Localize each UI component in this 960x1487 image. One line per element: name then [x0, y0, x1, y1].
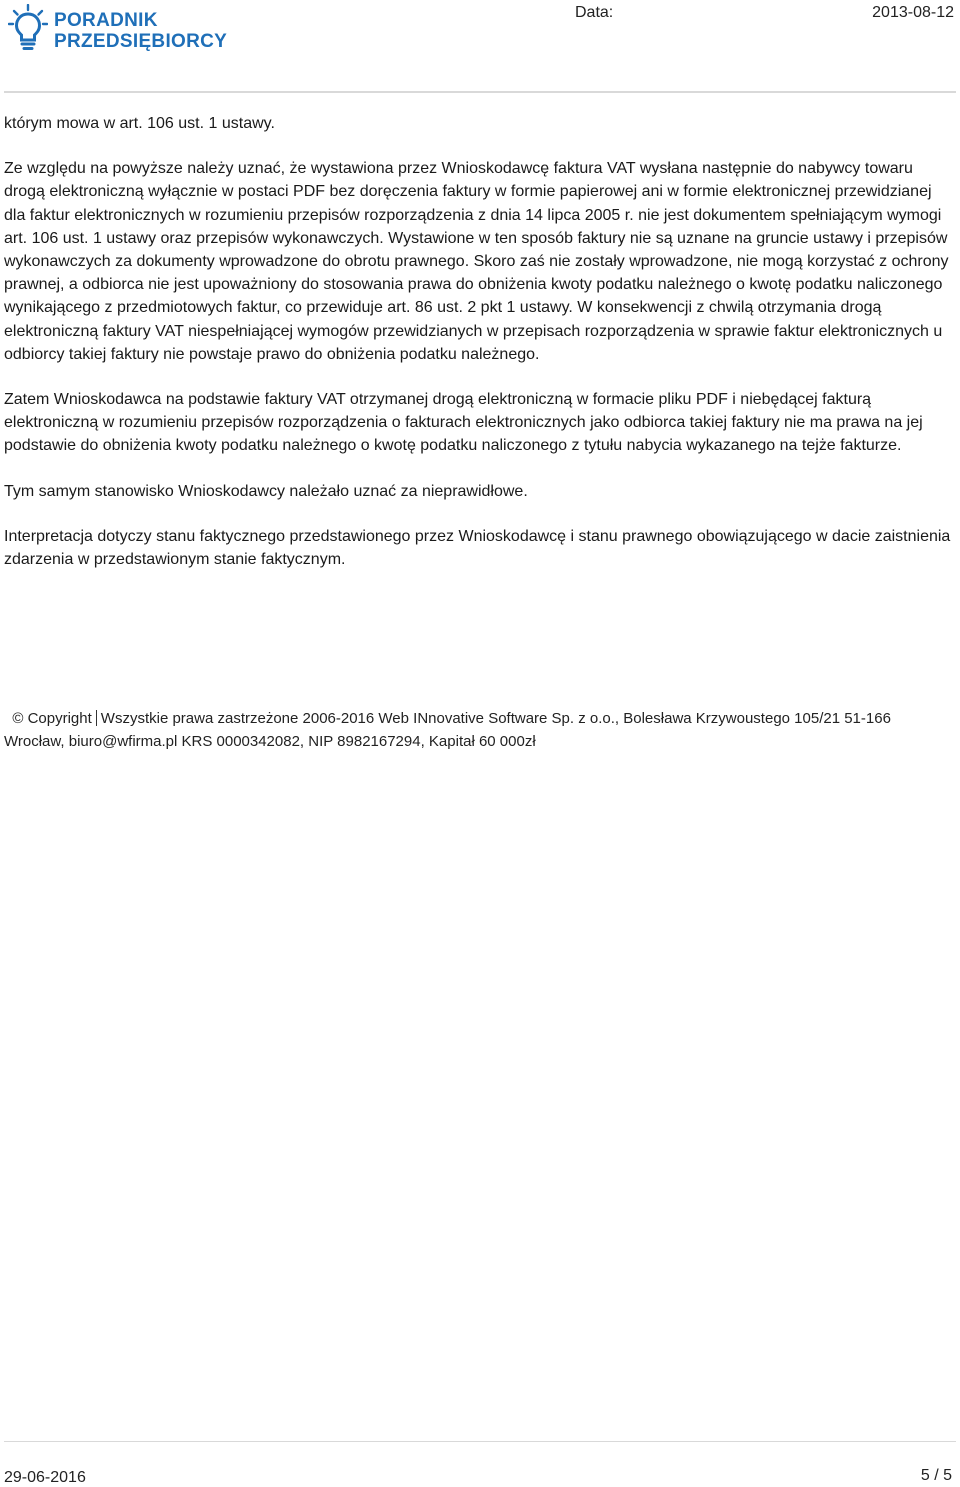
rights-text: Wszystkie prawa zastrzeżone 2006-2016 Web INnovative Software Sp. z o.o., Bolesława Krzywoustego 105/21 51-166 Wrocław, biuro@wfirma.pl KRS 0000342082, NIP 8982167294, Kapitał 60 000zł — [4, 710, 891, 750]
logo-line-2: PRZEDSIĘBIORCY — [54, 31, 228, 52]
lightbulb-icon — [8, 4, 48, 54]
page-number: 5 / 5 — [920, 1467, 952, 1484]
copyright-icon: © — [12, 710, 24, 727]
paragraph: Tym samym stanowisko Wnioskodawcy należało uznać za nieprawidłowe. — [4, 482, 528, 500]
logo-text — [54, 10, 227, 52]
date-value: 2013-08-12 — [872, 4, 954, 21]
paragraph: Zatem Wnioskodawca na podstawie faktury VAT otrzymanej drogą elektroniczną w formacie pliku PDF i niebędącej fakturą elektroniczną w rozumieniu przepisów rozporządzenia o fakturach elektronicznych jako odbiorca takiej faktury nie ma prawa na jej podstawie do obniżenia kwoty podatku należnego o kwotę podatku naliczonego z tytułu nabycia wykazanego na tejże fakturze. — [4, 391, 923, 455]
header-divider — [4, 91, 956, 93]
copyright-block — [4, 707, 952, 753]
separator — [96, 710, 97, 726]
footer-divider — [4, 1441, 956, 1442]
copyright-link[interactable]: Copyright — [27, 710, 92, 727]
logo[interactable] — [8, 4, 228, 56]
paragraph: którym mowa w art. 106 ust. 1 ustawy. — [4, 115, 275, 132]
paragraph: Ze względu na powyższe należy uznać, że wystawiona przez Wnioskodawcę faktura VAT wysłana następnie do nabywcy towaru drogą elektroniczną wyłącznie w postaci PDF bez doręczenia faktury w formie papierowej ani w formie elektronicznej przewidzianej dla faktur elektronicznych w rozumieniu przepisów rozporządzenia z dnia 14 lipca 2005 r. nie jest dokumentem spełniającym wymogi art. 106 ust. 1 ustawy oraz przepisów wykonawczych. Wystawione w ten sposób faktury nie są uznane na gruncie ustawy i przepisów wykonawczych za dokumenty wprowadzone do obrotu prawnego. Skoro zaś nie zostały wprowadzone, nie mogą korzystać z ochrony prawnej, a odbiorca nie jest upoważniony do stosowania prawa do obniżenia kwoty podatku należnego o kwotę podatku naliczonego wynikającego z przedmiotowych faktur, co przewiduje art. 86 ust. 2 pkt 1 ustawy. W konsekwencji z chwilą otrzymania drogą elektroniczną faktury VAT niespełniającej wymogów przewidzianych w przepisach rozporządzenia w sprawie faktur elektronicznych u odbiorcy takiej faktury nie powstaje prawo do obniżenia podatku należnego. — [4, 160, 949, 363]
paragraph: Interpretacja dotyczy stanu faktycznego przedstawionego przez Wnioskodawcę i stanu prawnego obowiązującego w dacie zaistnienia zdarzenia w przedstawionym stanie faktycznym. — [4, 527, 951, 569]
logo-line-1: PORADNIK — [54, 10, 158, 31]
page-header — [0, 0, 960, 92]
footer-date: 29-06-2016 — [4, 1469, 86, 1486]
date-label: Data: — [575, 4, 614, 21]
document-body — [4, 112, 952, 593]
